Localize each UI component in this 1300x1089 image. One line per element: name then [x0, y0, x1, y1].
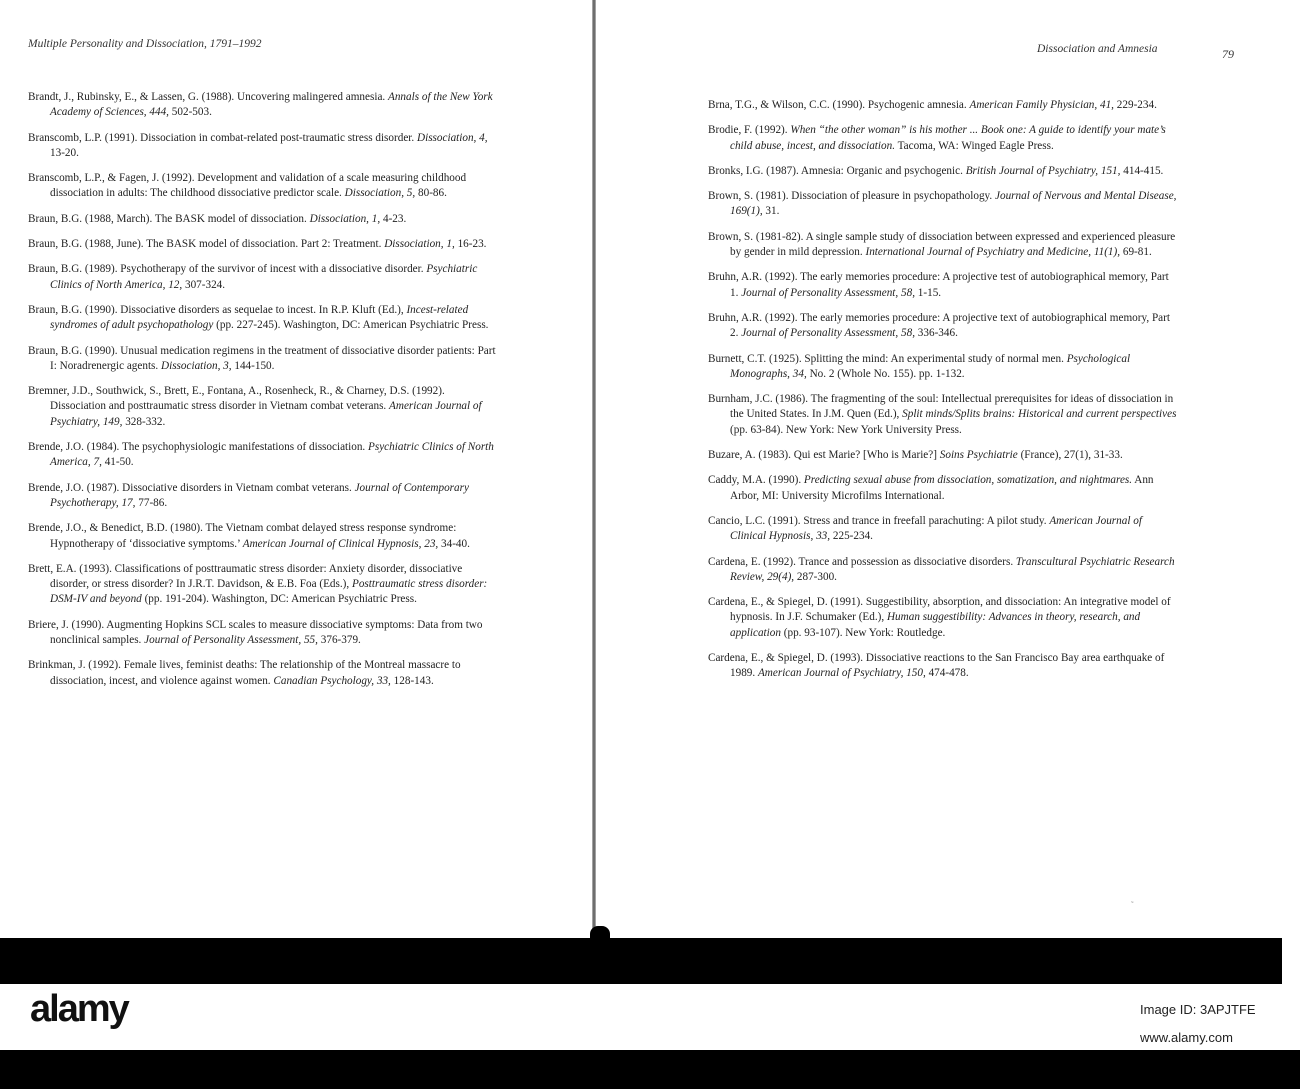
reference-pages: 307-324. — [182, 278, 226, 291]
left-reference-list — [28, 90, 498, 689]
reference-pages: 474-478. — [925, 667, 969, 680]
reference-pages: Ann Arbor, MI: University Microfilms International. — [730, 474, 1154, 502]
reference-pages: 69-81. — [1120, 246, 1152, 259]
footer-stripe — [0, 1050, 1300, 1089]
reference-text: Brende, J.O. (1984). The psychophysiologic manifestations of dissociation. — [28, 441, 369, 454]
page-number: 79 — [1222, 47, 1234, 61]
reference-entry — [708, 270, 1178, 301]
reference-text: Braun, B.G. (1988, June). The BASK model of dissociation. Part 2: Treatment. — [28, 238, 385, 251]
reference-pages: 502-503. — [168, 106, 212, 119]
reference-entry — [28, 303, 498, 334]
reference-text: Bruhn, A.R. (1992). The early memories procedure: A projective text of autobiographical memory, Part 2. — [708, 311, 1170, 340]
reference-pages: 336-346. — [915, 327, 958, 340]
reference-source: Incest-related syndromes of adult psychopathology — [50, 303, 469, 332]
reference-pages: 229-234. — [1113, 99, 1157, 111]
reference-entry — [708, 164, 1178, 179]
reference-text: Cancio, L.C. (1991). Stress and trance in freefall parachuting: A pilot study. — [708, 514, 1050, 527]
reference-text: Branscomb, L.P., & Fagen, J. (1992). Development and validation of a scale measuring childhood dissociation in adults: The childhood dissociative predictor scale. — [28, 172, 467, 200]
reference-entry — [708, 98, 1178, 113]
reference-text: Brown, S. (1981-82). A single sample study of dissociation between expressed and experienced pleasure by gender in mild depression. — [708, 230, 1176, 259]
reference-text: Buzare, A. (1983). Qui est Marie? [Who is Marie?] — [708, 449, 940, 462]
reference-entry — [708, 448, 1178, 463]
reference-text: Brodie, F. (1992). — [708, 124, 791, 137]
reference-source: Transcultural Psychiatric Research Review, 29(4), — [730, 555, 1175, 583]
reference-entry — [708, 311, 1178, 342]
reference-entry — [28, 384, 498, 430]
reference-entry — [28, 131, 498, 162]
reference-pages: (pp. 93-107). New York: Routledge. — [780, 626, 946, 639]
reference-pages: (pp. 191-204). Washington, DC: American Psychiatric Press. — [141, 593, 417, 606]
reference-source: When “the other woman” is his mother ... Book one: A guide to identify your mate’s child abuse, incest, and dissociation. — [730, 124, 1166, 152]
reference-text: Braun, B.G. (1988, March). The BASK model of dissociation. — [28, 212, 310, 225]
reference-entry — [708, 473, 1178, 504]
reference-source: Psychiatric Clinics of North America, 12, — [50, 263, 478, 291]
reference-entry — [708, 595, 1178, 641]
reference-entry — [708, 352, 1178, 383]
reference-source: American Journal of Psychiatry, 149, — [50, 400, 482, 428]
reference-source: American Journal of Clinical Hypnosis, 23, — [242, 537, 439, 550]
reference-pages: (pp. 63-84). New York: New York University Press. — [730, 423, 962, 436]
image-id-label: Image ID: 3APJTFE — [1140, 1002, 1256, 1017]
reference-entry — [28, 237, 498, 252]
reference-pages: 13-20. — [50, 146, 79, 159]
reference-source: Annals of the New York Academy of Sciences, 444, — [50, 91, 493, 119]
reference-source: Dissociation, 1, — [384, 238, 455, 251]
reference-source: Predicting sexual abuse from dissociation, somatization, and nightmares. — [803, 474, 1133, 487]
reference-entry — [28, 440, 498, 471]
reference-entry — [28, 658, 498, 689]
reference-source: Journal of Personality Assessment, 55, — [144, 634, 318, 647]
reference-pages: (pp. 227-245). Washington, DC: American Psychiatric Press. — [213, 319, 489, 332]
reference-source: Journal of Contemporary Psychotherapy, 17, — [50, 481, 469, 509]
reference-text: Bruhn, A.R. (1992). The early memories procedure: A projective test of autobiographical memory, Part 1. — [708, 271, 1169, 299]
reference-entry — [708, 392, 1178, 438]
reference-pages: 41-50. — [101, 456, 134, 469]
reference-text: Brinkman, J. (1992). Female lives, feminist deaths: The relationship of the Montreal massacre to dissociation, incest, and violence against women. — [28, 659, 461, 687]
reference-source: Journal of Nervous and Mental Disease, 169(1), — [730, 190, 1177, 218]
reference-entry — [28, 562, 498, 608]
reference-entry — [708, 555, 1178, 586]
reference-text: Briere, J. (1990). Augmenting Hopkins SCL scales to measure dissociative symptoms: Data from two nonclinical samples. — [28, 618, 483, 647]
reference-entry — [28, 618, 498, 649]
reference-text: Brett, E.A. (1993). Classifications of posttraumatic stress disorder: Anxiety disorder, dissociative disorder, or stress disorder? In J.R.T. Davidson, & E.B. Foa (Eds.), — [28, 562, 463, 591]
reference-entry — [708, 189, 1178, 220]
reference-pages: 16-23. — [454, 238, 487, 251]
reference-pages: 1-15. — [915, 286, 942, 299]
reference-pages: No. 2 (Whole No. 155). pp. 1-132. — [806, 367, 965, 380]
left-running-head: Multiple Personality and Dissociation, 1791–1992 — [28, 38, 262, 50]
reference-pages: 80-86. — [415, 187, 447, 200]
reference-pages: 128-143. — [390, 674, 434, 687]
reference-entry — [708, 230, 1178, 261]
reference-text: Bremner, J.D., Southwick, S., Brett, E., Fontana, A., Rosenheck, R., & Charney, D.S. (1992). Dissociation and posttraumatic stress disorder in Vietnam combat veterans. — [28, 385, 445, 413]
reference-text: Brown, S. (1981). Dissociation of pleasure in psychopathology. — [708, 190, 996, 203]
reference-entry — [28, 171, 498, 202]
reference-text: Braun, B.G. (1990). Unusual medication regimens in the treatment of dissociative disorder patients: Part I: Noradrenergic agents. — [28, 344, 496, 372]
reference-source: Psychological Monographs, 34, — [730, 352, 1131, 380]
reference-source: Human suggestibility: Advances in theory, research, and application — [730, 611, 1141, 639]
reference-entry — [28, 481, 498, 512]
reference-pages: 287-300. — [794, 570, 837, 583]
reference-source: American Journal of Clinical Hypnosis, 33, — [730, 514, 1142, 543]
left-page — [0, 0, 590, 935]
scan-black-band — [0, 938, 1282, 984]
reference-text: Brende, J.O., & Benedict, B.D. (1980). The Vietnam combat delayed stress response syndrome: Hypnotherapy of ‘dissociative symptoms.’ — [28, 522, 457, 550]
reference-pages: 77-86. — [135, 496, 168, 509]
reference-entry — [708, 514, 1178, 545]
reference-source: Dissociation, 1, — [309, 212, 381, 225]
reference-source: Dissociation, 4, — [417, 131, 488, 144]
reference-pages: 376-379. — [317, 634, 361, 647]
reference-source: American Family Physician, 41, — [969, 99, 1114, 111]
reference-pages: 144-150. — [231, 359, 275, 372]
stray-mark: ˜ — [1131, 900, 1134, 909]
reference-source: Psychiatric Clinics of North America, 7, — [50, 441, 494, 469]
reference-pages: 328-332. — [122, 415, 166, 428]
watermark-footer — [0, 984, 1300, 1089]
book-gutter — [592, 0, 596, 940]
reference-pages: (France), 27(1), 31-33. — [1017, 449, 1123, 462]
reference-text: Brandt, J., Rubinsky, E., & Lassen, G. (1988). Uncovering malingered amnesia. — [28, 91, 388, 103]
site-url[interactable]: www.alamy.com — [1140, 1030, 1233, 1045]
reference-entry — [708, 651, 1178, 682]
right-page — [600, 0, 1300, 935]
reference-entry — [708, 123, 1178, 154]
reference-text: Brende, J.O. (1987). Dissociative disorders in Vietnam combat veterans. — [28, 481, 355, 494]
reference-text: Braun, B.G. (1990). Dissociative disorders as sequelae to incest. In R.P. Kluft (Ed.), — [28, 303, 407, 316]
reference-entry — [28, 521, 498, 552]
reference-entry — [28, 344, 498, 375]
reference-source: Dissociation, 5, — [344, 187, 416, 200]
reference-source: Canadian Psychology, 33, — [273, 674, 391, 687]
reference-source: Journal of Personality Assessment, 58, — [741, 327, 915, 340]
reference-text: Caddy, M.A. (1990). — [708, 474, 804, 487]
reference-pages: 31. — [762, 205, 780, 218]
reference-source: American Journal of Psychiatry, 150, — [757, 667, 926, 680]
reference-pages: Tacoma, WA: Winged Eagle Press. — [895, 139, 1054, 152]
reference-text: Cardena, E., & Spiegel, D. (1991). Suggestibility, absorption, and dissociation: An integrative model of hypnosis. In J.F. Schumaker (Ed.), — [708, 596, 1171, 624]
reference-text: Braun, B.G. (1989). Psychotherapy of the survivor of incest with a dissociative disorder. — [28, 263, 427, 276]
reference-text: Cardena, E. (1992). Trance and possession as dissociative disorders. — [708, 555, 1016, 568]
reference-text: Burnham, J.C. (1986). The fragmenting of the soul: Intellectual prerequisites for ideas of dissociation in the United States. In J.M. Quen (Ed.), — [708, 393, 1174, 421]
reference-text: Branscomb, L.P. (1991). Dissociation in combat-related post-traumatic stress disorder. — [28, 131, 417, 144]
reference-source: International Journal of Psychiatry and Medicine, 11(1), — [865, 246, 1121, 259]
reference-pages: 4-23. — [380, 212, 407, 225]
right-running-head: Dissociation and Amnesia — [1037, 43, 1158, 55]
reference-text: Burnett, C.T. (1925). Splitting the mind: An experimental study of normal men. — [708, 352, 1067, 365]
right-reference-list — [708, 98, 1178, 682]
reference-pages: 34-40. — [438, 537, 470, 550]
reference-source: British Journal of Psychiatry, 151, — [965, 164, 1121, 177]
reference-source: Journal of Personality Assessment, 58, — [741, 286, 915, 299]
reference-entry — [28, 262, 498, 293]
reference-text: Bronks, I.G. (1987). Amnesia: Organic and psychogenic. — [708, 164, 966, 177]
reference-text: Cardena, E., & Spiegel, D. (1993). Dissociative reactions to the San Francisco Bay area earthquake of 1989. — [708, 652, 1165, 680]
reference-entry — [28, 90, 498, 121]
brand-wordmark: alamy — [30, 988, 128, 1030]
reference-source: Posttraumatic stress disorder: DSM-IV and beyond — [50, 578, 488, 606]
reference-pages: 414-415. — [1120, 164, 1164, 177]
reference-source: Dissociation, 3, — [161, 359, 232, 372]
reference-entry — [28, 212, 498, 227]
reference-pages: 225-234. — [830, 530, 873, 543]
reference-text: Brna, T.G., & Wilson, C.C. (1990). Psychogenic amnesia. — [708, 99, 970, 111]
alamy-logo[interactable] — [28, 988, 183, 1048]
reference-source: Soins Psychiatrie — [939, 449, 1018, 462]
reference-source: Split minds/Splits brains: Historical and current perspectives — [902, 408, 1177, 421]
